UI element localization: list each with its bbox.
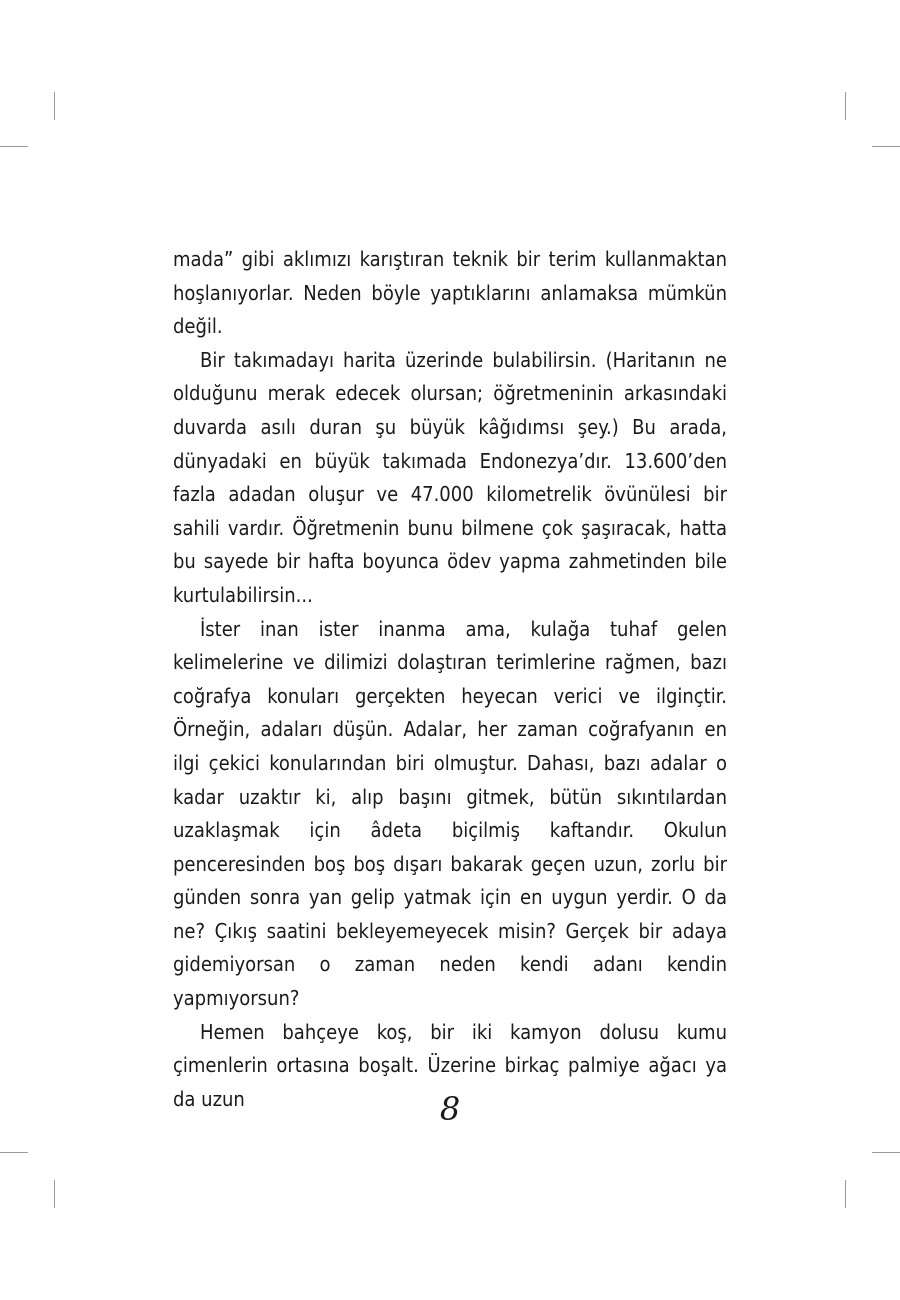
paragraph: İster inan ister inanma ama, kulağa tuhaf gelen kelimelerine ve dilimizi dolaştıran terimlerine rağmen, bazı coğrafya konuları gerçekten heyecan verici ve ilginçtir. Örneğin, adaları düşün. Adalar, her zaman coğrafyanın en ilgi çekici konularından biri olmuştur. Dahası, bazı adalar o kadar uzaktır ki, alıp başını gitmek, bütün sıkıntılardan uzaklaşmak için âdeta biçilmiş kaftandır. Okulun penceresinden boş boş dışarı bakarak geçen uzun, zorlu bir günden sonra yan gelip yatmak için en uygun yerdir. O da ne? Çıkış saatini bekleyemeyecek misin? Gerçek bir adaya gidemiyorsan o zaman neden kendi adanı kendin yapmıyorsun? [173,616,727,1011]
crop-mark-top-left-h [0,146,28,147]
paragraph: Bir takımadayı harita üzerinde bulabilirsin. (Haritanın ne olduğunu merak edecek olursan; öğretmeninin arkasındaki duvarda asılı duran şu büyük kâğıdımsı şey.) Bu arada, dünyadaki en büyük takımada Endonezya’dır. 13.600’den fazla adadan oluşur ve 47.000 kilometrelik övünülesi bir sahili vardır. Öğretmenin bunu bilmene çok şaşıracak, hatta bu sayede bir hafta boyunca ödev yapma zahmetinden bile kurtulabilirsin... [173,347,727,607]
body-text [173,243,727,1116]
crop-mark-bottom-right-h [872,1152,900,1153]
paragraph: Hemen bahçeye koş, bir iki kamyon dolusu kumu çimenlerin ortasına boşalt. Üzerine birkaç palmiye ağacı ya da uzun [173,1019,727,1111]
crop-mark-bottom-left-h [0,1152,28,1153]
page-number: 8 [439,1090,461,1128]
crop-mark-bottom-left [54,1180,55,1208]
crop-mark-bottom-right [845,1180,846,1208]
crop-mark-top-right-h [872,146,900,147]
crop-mark-top-left [54,92,55,120]
paragraph: mada” gibi aklımızı karıştıran teknik bir terim kullanmaktan hoşlanıyorlar. Neden böyle yaptıklarını anlamaksa mümkün değil. [173,247,727,339]
crop-mark-top-right [845,92,846,120]
